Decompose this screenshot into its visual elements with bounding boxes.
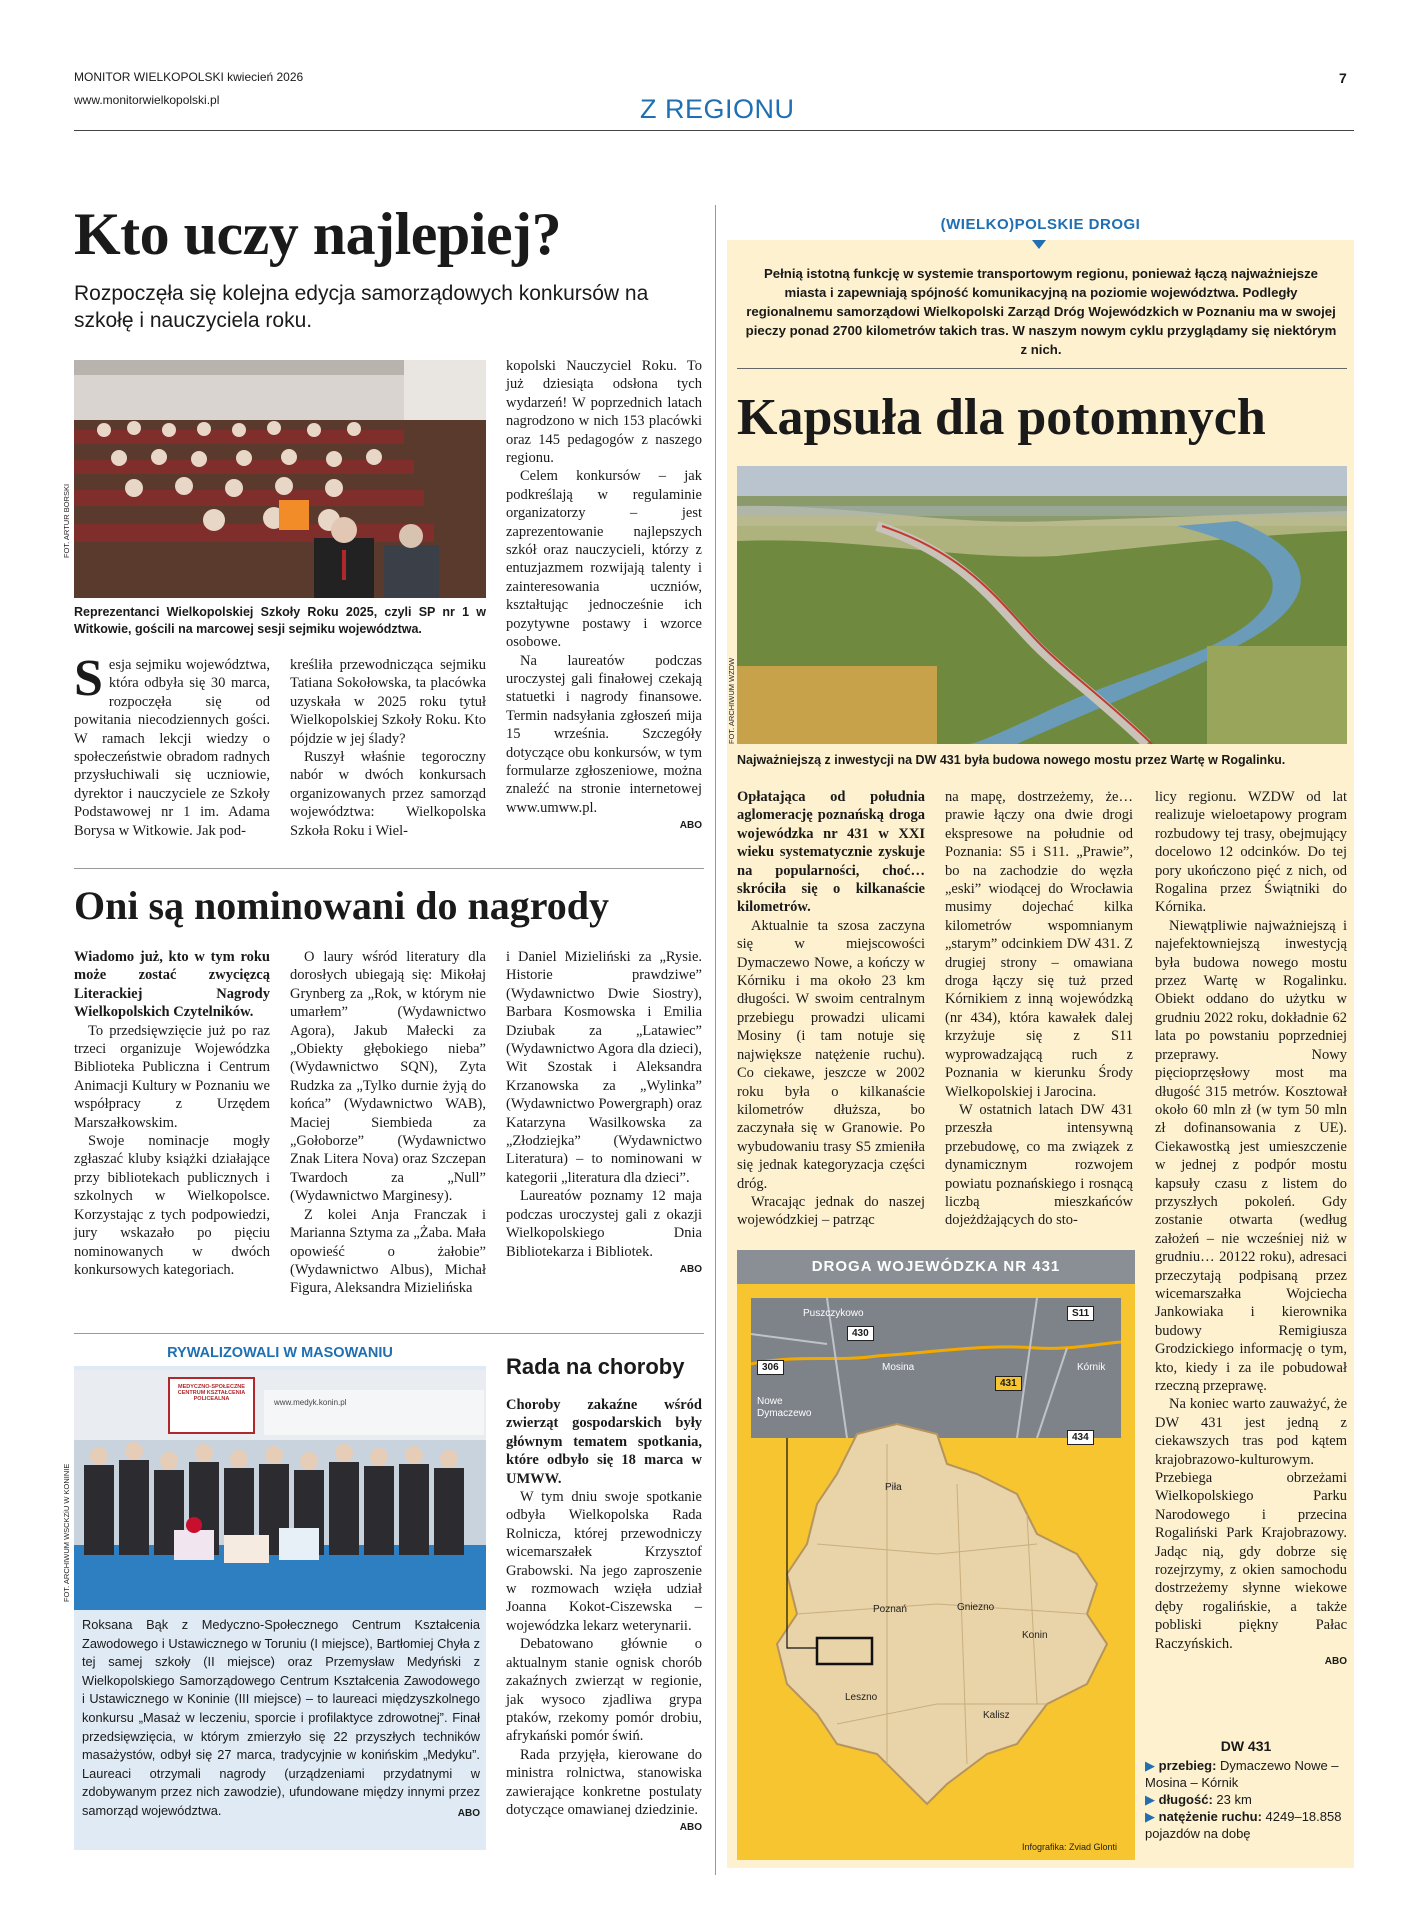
article1-signature: ABO — [679, 820, 702, 832]
map-town-puszczykowo: Puszczykowo — [803, 1308, 864, 1319]
box-massage-header: RYWALIZOWALI W MASOWANIU — [74, 1340, 486, 1366]
tag-arrow-icon — [1032, 240, 1046, 249]
dropcap: S — [74, 650, 103, 707]
roads-column-2: na mapę, dostrzeżemy, że… prawie łączy ona dwie drogi ekspresowe na południe od Poznania: S5 i S11. „Prawie”, bo na zachodzie do węzła „eski” wiodącej do Wrocławia musimy dojechać kilka kilometrów wspomnianym „starym” odcinkiem DW 431. Z drugiej strony – omawiana droga łączy się tuż przed Kórnikiem z inną wojewódzką (nr 434), która kawałek dalej krzyżuje się z S11 wyprowadzającą ruch z Poznania w kierunku Środy Wielkopolskiej i Jarocina. W ostatnich latach DW 431 przeszła intensywną przebudowę, co ma związek z dynamicznym rozwojem powiatu poznańskiego i rosnącą liczbą mieszkańców dojeżdżających do sto- — [945, 789, 1133, 1229]
article1-subtitle: Rozpoczęła się kolejna edycja samorządowych konkursów na szkołę i nauczyciela roku. — [74, 282, 649, 332]
photo-caption-bridge: Najważniejszą z inwestycji na DW 431 była budowa nowego mostu przez Wartę w Rogalinku. — [737, 753, 1286, 767]
map-town-leszno: Leszno — [845, 1692, 878, 1703]
photo-credit-massage: FOT. ARCHIWUM WSCKZiU W KONINIE — [62, 1463, 71, 1602]
website-link[interactable]: www.monitorwielkopolski.pl — [74, 93, 220, 107]
factbox-item-route: ▶ przebieg: Dymaczewo Nowe – Mosina – Kórnik — [1145, 1758, 1339, 1790]
road-badge-s11: S11 — [1067, 1306, 1094, 1321]
article2-signature: ABO — [679, 1263, 702, 1275]
map-dw431 — [737, 1250, 1135, 1860]
triangle-bullet-icon: ▶ — [1145, 1792, 1155, 1807]
article1-column-3: kopolski Nauczyciel Roku. To już dziesiąta odsłona tych wydarzeń! W poprzednich latach nagrodzono w nich 153 placówki oraz 145 pedagogów z naszego regionu. Celem konkursów – jak podkreślają w regulaminie organizatorzy – jest zaprezentowanie najlepszych szkół oraz nauczycieli, którzy z entuzjazmem rozwijają talenty i zainteresowania uczniów, kształtując jednocześnie ich pozytywne postawy i wzorce osobowe. Na laureatów podczas uroczystej gali finałowej czekają statuetki i nagrody finansowe. Termin nadsyłania zgłoszeń mija 15 września. Szczegóły dotyczące obu konkursów, w tym formularze zgłoszeniowe, można znaleźć na stronie internetowej www.umww.pl. ABO — [506, 357, 702, 836]
article2-column-1: Wiadomo już, kto w tym roku może zostać zwycięzcą Literackiej Nagrody Wielkopolskich Czytelników. To przedsięwzięcie już po raz trzeci organizuje Wojewódzka Biblioteka Publiczna i Centrum Animacji Kultury w Poznaniu we współpracy z Urzędem Marszałkowskim. Swoje nominacje mogły zgłaszać kluby książki działające przy bibliotekach publicznych i szkolnych w Wielkopolsce. Korzystając z tych podpowiedzi, jury wskazało po pięciu nominowanych w dwóch konkursowych kategoriach. — [74, 949, 270, 1278]
school-banner-site: www.medyk.konin.pl — [274, 1398, 347, 1407]
factbox-dw431 — [1145, 1738, 1347, 1842]
photo-bridge-rogalinek — [737, 466, 1347, 744]
school-banner: MEDYCZNO-SPOŁECZNE CENTRUM KSZTAŁCENIA POLICEALNA — [177, 1384, 246, 1402]
assembly-hall-illustration — [74, 360, 486, 598]
box-massage-signature: ABO — [457, 1807, 480, 1819]
article1-column-2: kreśliła przewodnicząca sejmiku Tatiana Sokołowska, ta placówka uzyskała w 2025 roku tytuł Wielkopolskiej Szkoły Roku. Kto pójdzie w jej ślady? Ruszył właśnie tegoroczny nabór w dwóch konkursach organizowanych przez samorząd województwa: Wielkopolska Szkoła Roku i Wiel- — [290, 657, 486, 839]
map-town-kornik: Kórnik — [1077, 1362, 1106, 1373]
article2-title: Oni są nominowani do nagrody — [74, 883, 609, 928]
map-town-pila: Piła — [885, 1482, 902, 1493]
factbox-title: DW 431 — [1220, 1738, 1272, 1754]
triangle-bullet-icon: ▶ — [1145, 1809, 1155, 1824]
box-massage-caption: Roksana Bąk z Medyczno-Społecznego Centrum Kształcenia Zawodowego i Ustawicznego w Toruniu (I miejsce), Bartłomiej Chyła z tej samej szkoły (II miejsce) oraz Przemysław Medyński z Wielkopolskiego Samorządowego Centrum Kształcenia Zawodowego i Ustawicznego w Koninie (III miejsce) – to laureaci międzyszkolnego konkursu „Masaż w leczeniu, sporcie i profilaktyce zdrowotnej”. Finał przedsięwzięcia, w którym zmierzyło się 22 przyszłych techników masażystów, odbył się 27 marca, tradycyjnie w konińskim „Medyku”. Laureaci otrzymali nagrody (urządzeniami przydatnymi w zdobywanym przez nich zawodzie), ufundowane między innymi przez samorząd województwa. ABO — [82, 1616, 480, 1823]
road-badge-431: 431 — [995, 1376, 1022, 1391]
roads-column-1: Opłatająca od południa aglomerację poznańską droga wojewódzka nr 431 w XXI wieku systematycznie zyskuje na popularności, choć… skróciła się o kilkanaście kilometrów. Aktualnie ta szosa zaczyna się w miejscowości Dymaczewo Nowe, a kończy w Kórniku i ma około 23 km długości. W swoim centralnym przebiegu prowadzi ulicami Mosiny (i tam notuje się największe natężenie ruchu). Co ciekawe, jeszcze w 2002 roku była o kilkanaście kilometrów dłuższa, bo zaczynała się w Granowie. Po wybudowaniu trasy S5 zmieniła się jednak kategoryzacja części dróg. Wracając jednak do naszej wojewódzkiej – patrząc — [737, 789, 925, 1229]
box-council-text: Choroby zakaźne wśród zwierząt gospodarskich były głównym tematem spotkania, które odbyło się 18 marca w UMWW. W tym dniu swoje spotkanie odbyła Wielkopolska Rada Rolnicza, której przewodniczy wicemarszałek Krzysztof Grabowski. Na jego zaproszenie w rozmowach wzięła udział Joanna Kokot-Ciszewska – wojewódzka lekarz weterynarii. Debatowano głównie o aktualnym stanie ognisk chorób zakaźnych zwierząt w regionie, jak wysoco zjadliwa grypa ptaków, rzekomy pomór drobiu, afrykański pomór świń. Rada przyjęła, kierowane do ministra rolnictwa, stanowiska zawierające konkretne postulaty dotyczące omawianej dziedzinie. ABO — [506, 1396, 702, 1838]
section-title: Z REGIONU — [640, 94, 795, 124]
box-council-title: Rada na choroby — [506, 1354, 685, 1379]
photo-credit-bridge: FOT. ARCHIWUM WZDW — [727, 657, 736, 744]
map-graphic — [737, 1284, 1135, 1860]
photo-massage-winners — [74, 1370, 486, 1610]
roads-intro: Pełnią istotną funkcję w systemie transportowym regionu, ponieważ łączą najważniejsze miasta i zapewniają spójność komunikacyjną na poziomie województwa. Podległy regionalnemu samorządowi Wielkopolski Zarząd Dróg Wojewódzkich w Poznaniu ma w swojej pieczy ponad 2700 kilometrów takich tras. W naszym nowym cyklu przyglądamy się niektórym z nich. — [745, 266, 1337, 357]
article2-column-2: O laury wśród literatury dla dorosłych ubiegają się: Mikołaj Grynberg za „Rok, w którym nie umarłem” (Wydawnictwo Agora), Jakub Małecki za „Obiekty głębokiego nieba” (Wydawnictwo SQN), Zyta Rudzka za „Tylko durnie żyją do końca” (Wydawnictwo WAB), Maciej Siembieda za „Gołoborze” (Wydawnictwo Znak Litera Nova) oraz Szczepan Twardoch za „Null” (Wydawnictwo Marginesy). Z kolei Anja Franczak i Marianna Sztyma za „Żaba. Mała opowieść o żałobie” (Wydawnictwo Albus), Michał Figura, Aleksandra Mizielińska — [290, 949, 486, 1297]
map-town-poznan: Poznań — [873, 1604, 907, 1615]
map-town-kalisz: Kalisz — [983, 1710, 1010, 1721]
road-badge-306: 306 — [757, 1360, 784, 1375]
roads-tag-bar — [727, 210, 1354, 240]
triangle-bullet-icon: ▶ — [1145, 1758, 1155, 1773]
box-council-signature: ABO — [679, 1822, 702, 1834]
map-town-nowe-dymaczewo: Nowe Dymaczewo — [757, 1396, 812, 1419]
photo-assembly-hall — [74, 360, 486, 598]
bridge-aerial-illustration — [737, 466, 1347, 744]
road-badge-430: 430 — [847, 1326, 874, 1341]
roads-column-3: licy regionu. WZDW od lat realizuje wieloetapowy program rozbudowy tej trasy, obejmujący docelowo 12 odcinków. Do tej pory ukończono pięć z nich, od Rogalina przez Świątniki do Kórnika. Niewątpliwie najważniejszą i najefektowniejszą inwestycją była budowa nowego mostu przez Wartę w Rogalinku. Obiekt oddano do użytku w grudniu 2022 roku, dokładnie 62 lata po powstaniu poprzedniej przeprawy. Nowy pięcioprzęsłowy most ma długość 315 metrów. Kosztował około 60 mln zł (w tym 50 mln zł dofinansowania z UE). Ciekawostką jest umieszczenie w jednej z podpór mostu kapsuły czasu z listem do przyszłych pokoleń. Gdy zostanie otwarta (według założeń – nie wcześniej niż w grudniu… 20122 roku), adresaci przeczytają podpisaną przez wicemarszałka Wojciecha Jankowiaka i kierownika budowy Remigiusza Grodzickiego informację o tym, kto, kiedy i za ile pobudował rzeczną przeprawę. Na koniec warto zauważyć, że DW 431 jest jedną z ciekawszych tras pod kątem krajobrazowo-kulturowym. Przebiega obrzeżami Wielkopolskiego Parku Narodowego i przecina Rogaliński Park Krajobrazowy. Jadąc nią, gdy dobrze się rozejrzymy, z okien samochodu dostrzeżemy słynne wiekowe dęby rogalińskie, a także pobliski piękny Pałac Raczyńskich. ABO — [1155, 788, 1347, 1672]
article1-column-1: Sesja sejmiku województwa, która odbyła się 30 marca, rozpoczęła się od powitania niecodziennych gości. W ramach lekcji wiedzy o społeczeństwie obradom radnych przysłuchiwali się uczniowie, dyrektor i nauczyciele ze Szkoły Podstawowej nr 1 im. Adama Borysa w Witkowie. Jak pod- — [74, 650, 270, 839]
photo-caption-assembly: Reprezentanci Wielkopolskiej Szkoły Roku 2025, czyli SP nr 1 w Witkowie, gościli na marcowej sesji sejmiku województwa. — [74, 605, 486, 636]
map-town-gniezno: Gniezno — [957, 1602, 995, 1613]
map-town-mosina: Mosina — [882, 1362, 915, 1373]
map-header: DROGA WOJEWÓDZKA NR 431 — [737, 1250, 1135, 1284]
publication-line: MONITOR WIELKOPOLSKI kwiecień 2026 — [74, 70, 304, 84]
photo-credit-assembly: FOT. ARTUR BORSKI — [62, 483, 71, 558]
article2-column-3: i Daniel Mizieliński za „Rysie. Historie prawdziwe” (Wydawnictwo Dwie Siostry), Barbara Kosmowska i Emilia Dziubak za „Latawiec” (Wydawnictwo Agora dla dzieci), Wit Szostak i Aleksandra Krzanowska za „Wylinka” (Wydawnictwo Powergraph) oraz Katarzyna Wasilkowska za „Złodziejka” (Wydawnictwo Literatura) – to nominowani w kategorii „literatura dla dzieci”. Laureatów poznamy 12 maja podczas uroczystej gali z okazji Wielkopolskiego Dnia Bibliotekarza i Bibliotek. ABO — [506, 948, 702, 1279]
factbox-item-length: ▶ długość: 23 km — [1145, 1792, 1252, 1807]
map-credit: Infografika: Zviad Glonti — [1022, 1842, 1118, 1852]
page-number: 7 — [1339, 70, 1347, 86]
factbox-item-traffic: ▶ natężenie ruchu: 4249–18.858 pojazdów na dobę — [1145, 1809, 1342, 1841]
roads-signature: ABO — [1324, 1656, 1347, 1668]
article1-title: Kto uczy najlepiej? — [74, 201, 562, 267]
roads-tag: (WIELKO)POLSKIE DROGI — [940, 216, 1141, 233]
road-badge-434: 434 — [1067, 1430, 1094, 1445]
roads-title: Kapsuła dla potomnych — [737, 389, 1266, 446]
map-town-konin: Konin — [1022, 1630, 1048, 1641]
